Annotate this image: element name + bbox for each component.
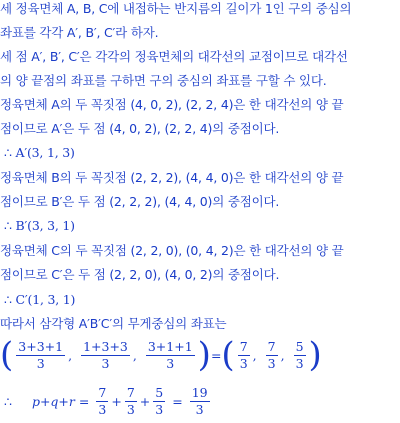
result-fraction-z — [294, 340, 306, 371]
sum-expression: p+q+r — [31, 394, 75, 409]
fraction-c — [153, 386, 165, 417]
text-line-1: 세 정육면체 A, B, C에 내접하는 반지름의 길이가 1인 구의 중심의 — [0, 1, 352, 16]
fraction-a — [96, 386, 108, 417]
plus-sign: + — [139, 394, 151, 409]
fraction-numerator: 7 — [267, 338, 276, 354]
fraction-denominator: 3 — [195, 402, 204, 417]
comma: , — [280, 347, 285, 363]
comma: , — [252, 347, 257, 363]
fraction-numerator: 19 — [191, 385, 208, 400]
left-paren: ( — [0, 335, 14, 375]
text-line-4: 의 양 끝점의 좌표를 구하면 구의 중심의 좌표를 구할 수 있다. — [0, 73, 327, 88]
right-paren: ) — [197, 335, 211, 375]
text-line-6: 점이므로 A′은 두 점 (4, 0, 2), (2, 2, 4)의 중점이다. — [0, 121, 280, 136]
fraction-b — [125, 386, 137, 417]
fraction-result — [190, 386, 210, 417]
fraction-denominator: 3 — [126, 402, 135, 417]
fraction-numerator: 1+3+3 — [83, 338, 128, 354]
fraction-numerator: 7 — [98, 385, 107, 400]
fraction-denominator: 3 — [101, 355, 110, 371]
result-b-prime: ∴ B′(3, 3, 1) — [4, 218, 75, 233]
fraction-denominator: 3 — [155, 402, 164, 417]
fraction-denominator: 3 — [239, 355, 248, 371]
text-line-5: 정육면체 A의 두 꼭짓점 (4, 0, 2), (2, 2, 4)은 한 대각선의 양 끝 — [0, 97, 344, 112]
text-line-8: 정육면체 B의 두 꼭짓점 (2, 2, 2), (4, 4, 0)은 한 대각선의 양 끝 — [0, 170, 344, 185]
centroid-expression — [0, 335, 322, 375]
plus-sign: + — [111, 394, 122, 409]
equals-sign: = — [210, 347, 222, 363]
left-paren: ( — [221, 335, 235, 375]
text-line-3: 세 점 A′, B′, C′은 각각의 정육면체의 대각선의 교점이므로 대각선 — [0, 49, 348, 64]
fraction-denominator: 3 — [98, 402, 107, 417]
equals-sign: = — [172, 394, 183, 409]
result-c-prime: ∴ C′(1, 3, 1) — [4, 292, 76, 307]
final-answer — [4, 386, 213, 417]
fraction-denominator: 3 — [36, 355, 45, 371]
fraction-numerator: 5 — [155, 385, 164, 400]
right-paren: ) — [308, 335, 322, 375]
comma: , — [68, 347, 73, 363]
result-fraction-x — [238, 340, 250, 371]
fraction-x — [16, 340, 65, 371]
text-line-2: 좌표를 각각 A′, B′, C′라 하자. — [0, 25, 159, 40]
equals-sign: = — [78, 394, 90, 409]
fraction-denominator: 3 — [267, 355, 276, 371]
fraction-numerator: 7 — [239, 338, 248, 354]
comma: , — [132, 347, 137, 363]
text-line-14: 따라서 삼각형 A′B′C′의 무게중심의 좌표는 — [0, 316, 227, 331]
result-fraction-y — [266, 340, 278, 371]
fraction-numerator: 3+3+1 — [18, 338, 64, 354]
fraction-y — [81, 340, 130, 371]
text-line-12: 점이므로 C′은 두 점 (2, 2, 0), (4, 0, 2)의 중점이다. — [0, 267, 280, 282]
fraction-numerator: 3+1+1 — [147, 338, 193, 354]
fraction-numerator: 7 — [126, 385, 135, 400]
fraction-denominator: 3 — [295, 355, 304, 371]
result-a-prime: ∴ A′(3, 1, 3) — [4, 145, 75, 160]
fraction-numerator: 5 — [295, 338, 304, 354]
fraction-denominator: 3 — [166, 355, 175, 371]
therefore-symbol: ∴ — [4, 394, 12, 409]
fraction-z — [146, 340, 195, 371]
text-line-9: 점이므로 B′은 두 점 (2, 2, 2), (4, 4, 0)의 중점이다. — [0, 194, 280, 209]
text-line-11: 정육면체 C의 두 꼭짓점 (2, 2, 0), (0, 4, 2)은 한 대각선의 양 끝 — [0, 243, 344, 258]
